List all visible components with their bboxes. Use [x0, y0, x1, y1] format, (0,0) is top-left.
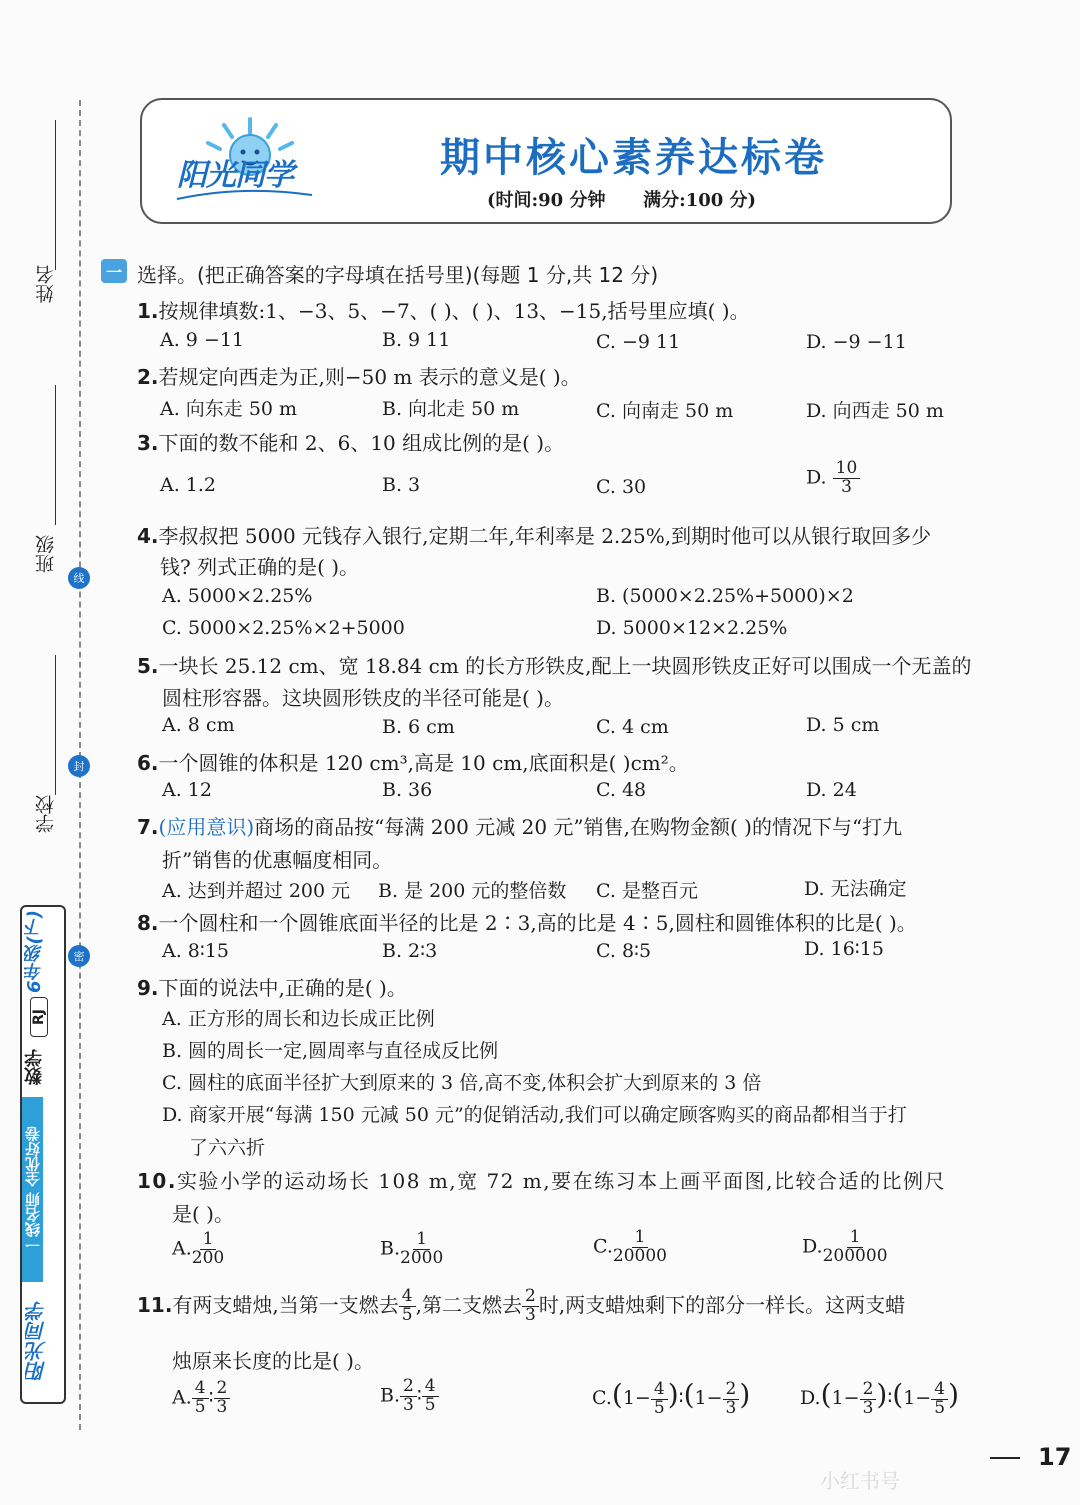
q11-option-d: D.(1− $\frac{2}{3}$ )∶(1− $\frac{4}{5}$ )	[800, 1378, 959, 1418]
q3-option-b: B. 3	[382, 474, 421, 496]
question-2: 2.若规定向西走为正,则−50 m 表示的意义是( )。	[137, 365, 581, 389]
spine-grade: 6年级(下)	[24, 910, 45, 994]
q9-option-c: C. 圆柱的底面半径扩大到原来的 3 倍,高不变,体积会扩大到原来的 3 倍	[162, 1072, 762, 1094]
spine-subject: 数学	[24, 1049, 45, 1085]
question-4-line-1: 4.李叔叔把 5000 元钱存入银行,定期二年,年利率是 2.25%,到期时他可以从银行取回多少	[137, 524, 932, 548]
q3-option-c: C. 30	[596, 476, 647, 498]
q11-option-c: C.(1− $\frac{4}{5}$ )∶(1− $\frac{2}{3}$ )	[592, 1378, 751, 1418]
q2-option-c: C. 向南走 50 m	[596, 400, 734, 422]
q5-option-b: B. 6 cm	[382, 716, 455, 738]
q8-option-d: D. 16∶15	[804, 938, 884, 960]
q8-option-b: B. 2∶3	[382, 940, 438, 962]
q9-option-d-continued: 了六六折	[189, 1137, 266, 1159]
question-10-line-2: 是( )。	[172, 1202, 234, 1226]
q5-option-c: C. 4 cm	[596, 716, 669, 738]
q3-option-a: A. 1.2	[160, 474, 217, 496]
page-number-dash	[990, 1457, 1020, 1459]
book-spine	[20, 905, 66, 1404]
section-title: 选择。(把正确答案的字母填在括号里)(每题 1 分,共 12 分)	[137, 263, 659, 287]
question-5-line-2: 圆柱形容器。这块圆形铁皮的半径可能是( )。	[162, 686, 564, 710]
q4-option-b: B. (5000×2.25%+5000)×2	[596, 585, 854, 607]
q9-option-a: A. 正方形的周长和边长成正比例	[162, 1008, 435, 1030]
question-9: 9.下面的说法中,正确的是( )。	[137, 976, 407, 1000]
binding-dot-seal: 封	[68, 755, 90, 777]
class-label: 班级	[35, 535, 57, 573]
q1-option-c: C. −9 11	[596, 331, 681, 353]
spine-edition: RJ	[30, 997, 48, 1037]
q1-option-a: A. 9 −11	[160, 329, 245, 351]
q2-option-a: A. 向东走 50 m	[160, 398, 298, 420]
q4-option-c: C. 5000×2.25%×2+5000	[162, 617, 405, 639]
watermark: 小红书号	[820, 1469, 900, 1493]
q10-option-d: D. $\frac{1}{200000}$	[802, 1227, 888, 1266]
logo-text: 阳光同学	[177, 158, 293, 193]
name-label: 姓名	[35, 265, 57, 303]
exam-header	[140, 98, 952, 224]
question-1: 1.按规律填数:1、−3、5、−7、( )、( )、13、−15,括号里应填( )。	[137, 299, 750, 323]
question-6: 6.一个圆锥的体积是 120 cm³,高是 10 cm,底面积是( )cm²。	[137, 751, 689, 775]
q5-option-a: A. 8 cm	[162, 714, 235, 736]
class-underline	[55, 385, 56, 525]
q4-option-d: D. 5000×12×2.25%	[596, 617, 788, 639]
school-underline	[55, 655, 56, 795]
q6-option-a: A. 12	[162, 779, 212, 801]
exam-subtitle: (时间:90 分钟 满分:100 分)	[487, 190, 757, 211]
q7-option-b: B. 是 200 元的整倍数	[378, 880, 567, 902]
q1-option-b: B. 9 11	[382, 329, 451, 351]
q6-option-b: B. 36	[382, 779, 433, 801]
spine-brand: 阳光同学	[25, 1301, 49, 1381]
q3-option-d: D. $\frac{10}{3}$	[806, 460, 860, 497]
question-11-line-2: 烛原来长度的比是( )。	[172, 1349, 374, 1373]
question-3: 3.下面的数不能和 2、6、10 组成比例的是( )。	[137, 431, 565, 455]
q10-option-b: B. $\frac{1}{2000}$	[380, 1229, 444, 1268]
name-underline	[55, 120, 56, 270]
q2-option-b: B. 向北走 50 m	[382, 398, 520, 420]
q11-option-b: B. $\frac{2}{3}$ ∶ $\frac{4}{5}$	[380, 1378, 439, 1415]
section-number-badge: 一	[101, 259, 127, 283]
q10-option-c: C. $\frac{1}{20000}$	[593, 1227, 667, 1266]
exam-title: 期中核心素养达标卷	[440, 135, 827, 181]
page-number: 17	[1038, 1443, 1072, 1471]
q7-option-c: C. 是整百元	[596, 880, 698, 902]
q10-option-a: A. $\frac{1}{200}$	[172, 1229, 225, 1268]
q9-option-b: B. 圆的周长一定,圆周率与直径成反比例	[162, 1040, 499, 1062]
question-5-line-1: 5.一块长 25.12 cm、宽 18.84 cm 的长方形铁皮,配上一块圆形铁皮正好可以围成一个无盖的	[137, 654, 972, 678]
question-7-line-2: 折”销售的优惠幅度相同。	[162, 848, 393, 872]
q9-option-d: D. 商家开展“每满 150 元减 50 元”的促销活动,我们可以确定顾客购买的商品都相当于打	[162, 1104, 907, 1126]
q6-option-c: C. 48	[596, 779, 647, 801]
q11-option-a: A. $\frac{4}{5}$ ∶ $\frac{2}{3}$	[172, 1380, 230, 1417]
q7-option-d: D. 无法确定	[804, 878, 907, 900]
question-7-line-1: 7.(应用意识)商场的商品按“每满 200 元减 20 元”销售,在购物金额( )的情况下与“打九	[137, 815, 903, 839]
q7-option-a: A. 达到并超过 200 元	[162, 880, 351, 902]
q5-option-d: D. 5 cm	[806, 714, 880, 736]
binding-dot-secret: 密	[68, 945, 90, 967]
spine-series: 一线名师 全优好卷	[22, 1097, 43, 1282]
question-8: 8.一个圆柱和一个圆锥底面半径的比是 2∶3,高的比是 4∶5,圆柱和圆锥体积的比是( )。	[137, 911, 917, 935]
q1-option-d: D. −9 −11	[806, 331, 907, 353]
q8-option-c: C. 8∶5	[596, 940, 652, 962]
school-label: 学校	[35, 795, 57, 833]
q8-option-a: A. 8∶15	[162, 940, 230, 962]
q2-option-d: D. 向西走 50 m	[806, 400, 944, 422]
binding-dot-line: 线	[68, 567, 90, 589]
q6-option-d: D. 24	[806, 779, 857, 801]
question-10-line-1: 10.实验小学的运动场长 108 m,宽 72 m,要在练习本上画平面图,比较合适的比例尺	[137, 1169, 946, 1193]
q4-option-a: A. 5000×2.25%	[162, 585, 313, 607]
question-11-line-1: 11.有两支蜡烛,当第一支燃去 $\frac{4}{5}$ ,第二支燃去 $\frac{2}{3}$ 时,两支蜡烛剩下的部分一样长。这两支蜡	[137, 1286, 906, 1325]
question-4-line-2: 钱? 列式正确的是( )。	[160, 555, 360, 579]
competency-tag: (应用意识)	[158, 815, 255, 839]
